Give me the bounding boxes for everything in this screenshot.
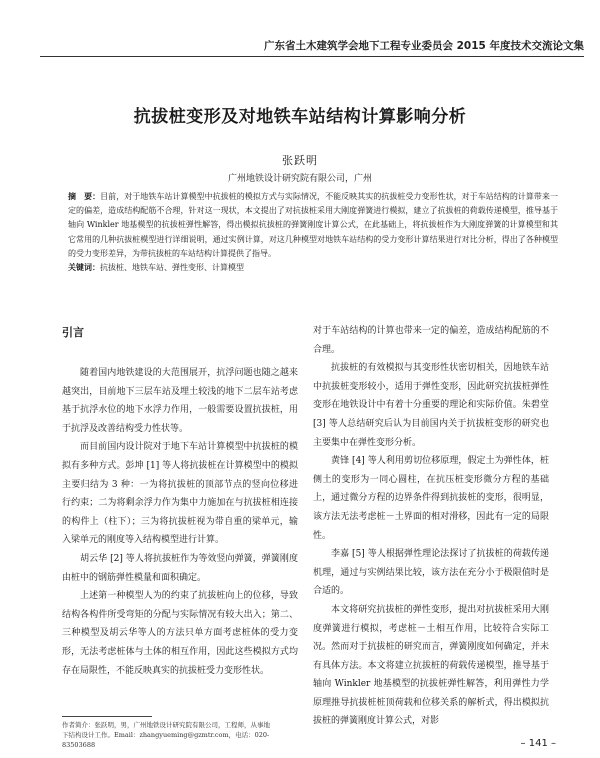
keywords-text: 抗拔桩、地铁车站、弹性变形、计算模型 <box>100 263 244 273</box>
abstract-block <box>68 190 558 275</box>
body-paragraph: 抗拔桩的有效模拟与其变形性状密切相关，因地铁车站中抗拔桩变形较小，适用于弹性变形，因此研究抗拔桩弹性变形在地铁设计中有着十分重要的理论和实际价值。朱碧堂 [3] 等人总结研究后认为目前国内关于抗拔桩变形的研究也主要集中在弹性变形分析。 <box>313 363 549 448</box>
body-paragraph: 黄锋 [4] 等人利用剪切位移原理，假定土为弹性体，桩侧土的变形为一同心圆柱，在抗压桩变形微分方程的基础上，通过微分方程的边界条件得到抗拔桩的变形，很明显，该方法无法考虑桩－土界面的相对滑移，因此有一定的局限性。 <box>313 456 549 541</box>
body-column-left <box>62 322 298 680</box>
body-paragraph: 胡云华 [2] 等人将抗拔桩作为等效竖向弹簧，弹簧刚度由桩中的钢筋弹性模量和面积确定。 <box>62 553 298 583</box>
body-paragraph: 上述第一种模型人为的约束了抗拔桩向上的位移，导致结构各构件所受弯矩的分配与实际情况有较大出入；第二、三种模型及胡云华等人的方法只单方面考虑桩体的受力变形，无法考虑桩体与土体的相互作用，因此这些模拟方式均存在局限性，不能反映真实的抗拔桩受力变形性状。 <box>62 591 298 676</box>
paper-title: 抗拔桩变形及对地铁车站结构计算影响分析 <box>133 107 467 127</box>
body-paragraph: 本文将研究抗拔桩的弹性变形，提出对抗拔桩采用大刚度弹簧进行模拟，考虑桩－土相互作用，比较符合实际工况。然而对于抗拔桩的研究而言，弹簧刚度如何确定，并未有具体方法。本文将建立抗拔桩的荷载传递模型，推导基于轴向 Winkler 地基模型的抗拔桩弹性解答，利用弹性力学原理推导抗拔桩桩顶荷载和位移关系的解析式，得出模拟抗拔桩的弹簧刚度计算公式，对影 <box>313 604 549 727</box>
footnote-line: 作者简介：张跃明，男，广州地铁设计研究院有限公司，工程师，从事地 <box>62 721 270 729</box>
section-heading-intro: 引言 <box>62 326 84 339</box>
header-rule <box>40 56 584 57</box>
abstract-label: 摘 要： <box>68 192 101 201</box>
body-column-right <box>313 322 549 731</box>
author-name: 张跃明 <box>282 154 318 167</box>
body-paragraph: 李嘉 [5] 等人根据弹性理论法探讨了抗拔桩的荷载传递机理，通过与实例结果比较，该方法在充分小于极限值时是合适的。 <box>313 549 549 597</box>
abstract-text: 目前，对于地铁车站计算模型中抗拔桩的模拟方式与实际情况，不能反映其实的抗拔桩受力变形性状，对于车站结构的计算带来一定的偏差，造成结构配筋不合理，针对这一现状，本文提出了对抗拔桩采用大刚度弹簧进行模拟，建立了抗拔桩的荷载传递模型，推导基于轴向 Winkler 地基模型的抗拔桩弹性解答，得出模拟抗拔桩的弹簧刚度计算公式，在此基础上，将抗拔桩作为大刚度弹簧的计算模型和其它常用的几种抗拔桩模型进行详细说明，通过实例计算，对这几种模型对地铁车站结构的受力变形计算结果进行对比分析，得出了各种模型的受力变形差异，为带抗拔桩的车站结构计算提供了指导。 <box>68 192 559 258</box>
footnote <box>62 720 302 750</box>
keywords-label: 关键词： <box>68 263 100 273</box>
author-affiliation: 广州地铁设计研究院有限公司，广州 <box>227 174 372 184</box>
running-header: 广东省土木建筑学会地下工程专业委员会 2015 年度技术交流论文集 <box>263 40 584 52</box>
body-paragraph: 随着国内地铁建设的大范围展开，抗浮问题也随之越来越突出，目前地下三层车站及埋土较浅的地下二层车站考虑基于抗浮水位的地下水浮力作用，一般需要设置抗拔桩，用于抗浮及改善结构受力性状等。 <box>62 368 298 434</box>
footnote-rule <box>62 716 152 717</box>
body-paragraph: 而目前国内设计院对于地下车站计算模型中抗拔桩的模拟有多种方式。彭坤 [1] 等人将抗拔桩在计算模型中的模拟主要归结为 3 种：一为将抗拔桩的顶部节点的竖向位移进行约束；二为将剩余浮力作为集中力施加在与抗拔桩相连接的构件上（柱下）；三为将抗拔桩视为带自重的梁单元，输入梁单元的刚度等入结构模型进行计算。 <box>62 442 298 546</box>
page-number: – 141 – <box>520 738 556 749</box>
footnote-line: 下结构设计工作。Email：zhangyueming@gzmtr.com，电话：020-83503688 <box>62 731 270 749</box>
body-paragraph: 对于车站结构的计算也带来一定的偏差，造成结构配筋的不合理。 <box>313 326 549 355</box>
